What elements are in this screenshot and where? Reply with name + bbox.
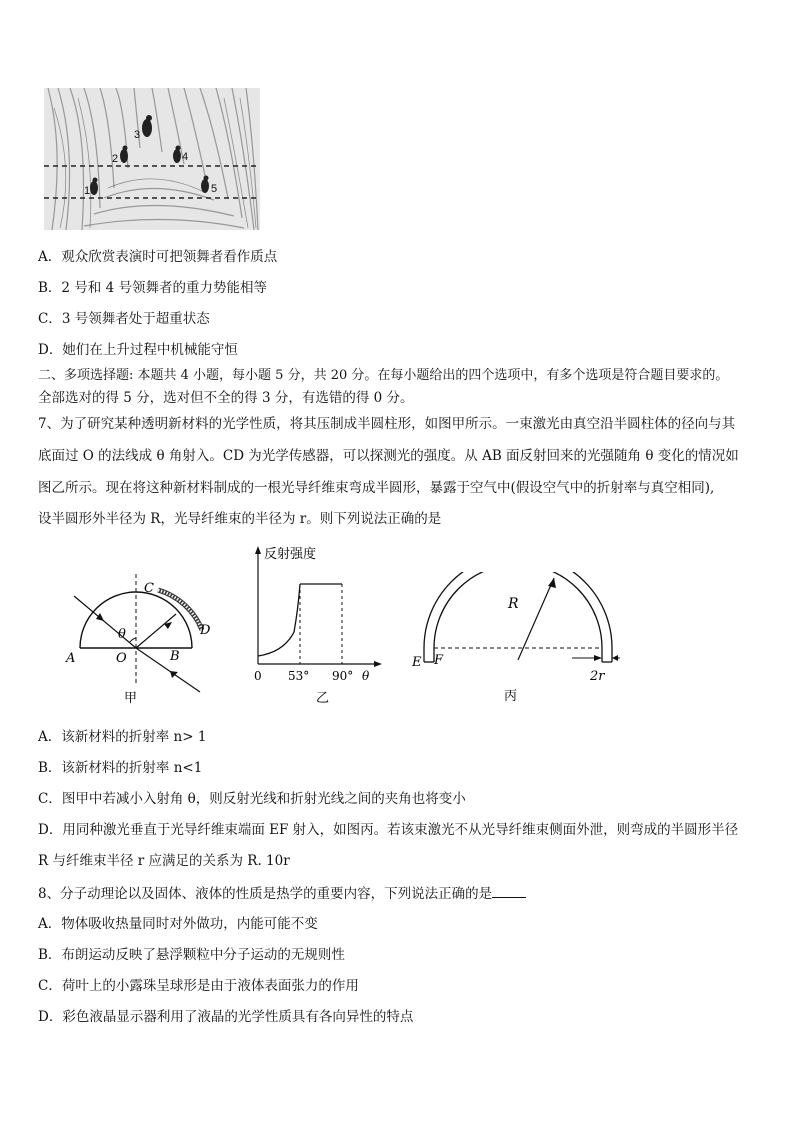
q8-option-b: B．布朗运动反映了悬浮颗粒中分子运动的无规则性 — [38, 947, 345, 963]
q6-option-d: D．她们在上升过程中机械能守恒 — [38, 342, 238, 358]
ylabel-yi: 反射强度 — [264, 547, 317, 562]
q6-option-c: C．3 号领舞者处于超重状态 — [38, 311, 210, 327]
q7-option-a: A．该新材料的折射率 n> 1 — [38, 729, 207, 745]
label-2r: 2r — [590, 669, 605, 684]
tick-theta: θ — [362, 669, 370, 683]
section-heading: 二、多项选择题: 本题共 4 小题，每小题 5 分，共 20 分。在每小题给出的四个选项中，有多个选项是符合题目要求的。 — [38, 368, 729, 383]
tick-90: 90° — [332, 669, 354, 683]
label-theta: θ — [118, 627, 126, 642]
q8-stem-text: 8、分子动理论以及固体、液体的性质是热学的重要内容，下列说法正确的是 — [38, 886, 493, 902]
caption-yi: 乙 — [316, 691, 330, 704]
label-o: O — [116, 651, 127, 666]
tick-53: 53° — [288, 669, 310, 683]
figure-bing — [404, 572, 620, 704]
q8-option-d: D．彩色液晶显示器利用了液晶的光学性质具有各向异性的特点 — [38, 1009, 414, 1025]
dancers-photo — [44, 88, 260, 230]
dancer-label: 3 — [134, 129, 141, 141]
q7-stem-line: 图乙所示。现在将这种新材料制成的一根光导纤维束弯成半圆形，暴露于空气中(假设空气中的折射率与真空相同), — [38, 480, 715, 496]
label-c: C — [144, 581, 154, 596]
figure-jia — [60, 568, 240, 704]
q7-option-b: B．该新材料的折射率 n<1 — [38, 760, 203, 776]
label-d: D — [200, 623, 211, 638]
q7-option-d: D．用同种激光垂直于光导纤维束端面 EF 射入，如图丙。若该束激光不从光导纤维束侧面外泄，则弯成的半圆形半径 — [38, 822, 739, 838]
dancer-label: 4 — [182, 151, 189, 163]
q6-option-a: A．观众欣赏表演时可把领舞者看作质点 — [38, 249, 278, 265]
label-f: F — [434, 653, 444, 668]
label-b: B — [170, 649, 180, 664]
q7-stem-line: 底面过 O 的法线成 θ 角射入。CD 为光学传感器，可以探测光的强度。从 AB 面反射回来的光强随角 θ 变化的情况如 — [38, 448, 739, 464]
dancer-label: 1 — [84, 185, 91, 197]
tick-0: 0 — [254, 669, 262, 683]
dancer-label: 2 — [112, 153, 119, 165]
q6-option-b: B．2 号和 4 号领舞者的重力势能相等 — [38, 280, 267, 296]
dancer-label: 5 — [211, 183, 218, 195]
figure-yi — [244, 542, 384, 704]
caption-jia: 甲 — [124, 691, 138, 704]
q7-stem-line: 7、为了研究某种透明新材料的光学性质，将其压制成半圆柱形，如图甲所示。一束激光由真空沿半圆柱体的径向与其 — [38, 416, 736, 432]
label-e: E — [412, 655, 422, 670]
caption-bing: 丙 — [504, 689, 518, 704]
q7-option-d-cont: R 与纤维束半径 r 应满足的关系为 R. 10r — [38, 853, 290, 869]
q8-option-a: A．物体吸收热量同时对外做功，内能可能不变 — [38, 916, 318, 932]
q8-option-c: C．荷叶上的小露珠呈球形是由于液体表面张力的作用 — [38, 978, 359, 994]
q7-option-c: C．图甲中若减小入射角 θ，则反射光线和折射光线之间的夹角也将变小 — [38, 791, 466, 807]
q8-stem — [38, 884, 526, 904]
answer-blank — [492, 885, 526, 898]
q7-stem-line: 设半圆形外半径为 R，光导纤维束的半径为 r。则下列说法正确的是 — [38, 511, 442, 527]
label-a: A — [66, 651, 76, 666]
label-r-big: R — [508, 596, 519, 612]
section-heading-cont: 全部选对的得 5 分，选对但不全的得 3 分，有选错的得 0 分。 — [38, 390, 414, 406]
